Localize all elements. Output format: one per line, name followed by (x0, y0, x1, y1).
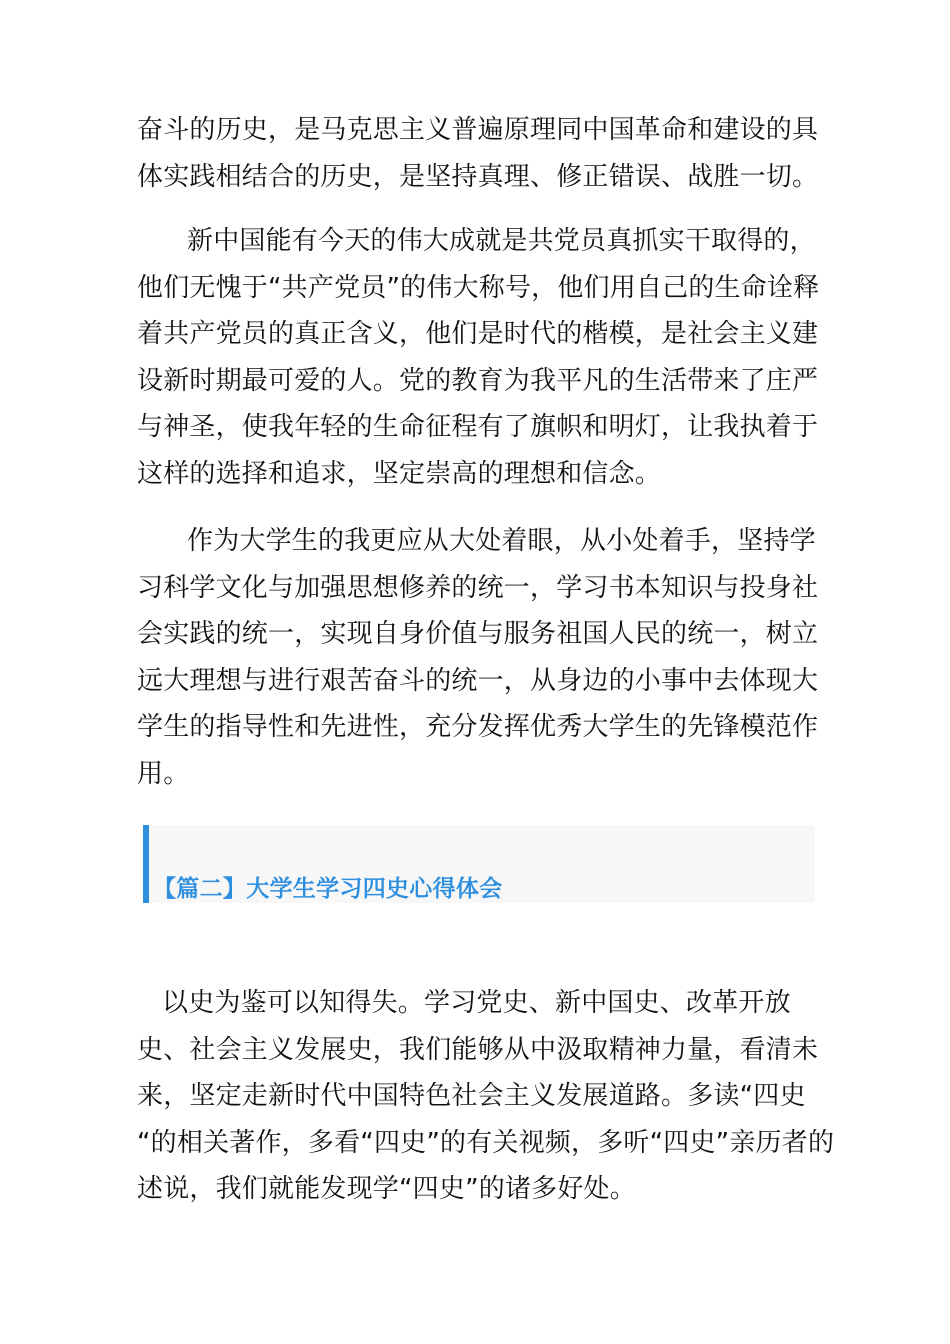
paragraph-history-struggle (137, 107, 819, 200)
section-heading: 【篇二】大学生学习四史心得体会 (153, 876, 503, 902)
text-line: 新中国能有今天的伟大成就是共党员真抓实干取得的， (187, 226, 816, 256)
text-line: 着共产党员的真正含义，他们是时代的楷模，是社会主义建 (137, 319, 819, 349)
paragraph-college-student (137, 518, 819, 797)
text-line: 作为大学生的我更应从大处着眼，从小处着手，坚持学 (187, 526, 816, 556)
text-line: 习科学文化与加强思想修养的统一，学习书本知识与投身社 (137, 572, 819, 603)
text-line: 奋斗的历史，是马克思主义普遍原理同中国革命和建设的具 (137, 115, 819, 145)
text-line: 这样的选择和追求，坚定崇高的理想和信念。 (137, 458, 662, 489)
text-line: 会实践的统一，实现自身价值与服务祖国人民的统一，树立 (137, 619, 819, 649)
text-line: 远大理想与进行艰苦奋斗的统一，从身边的小事中去体现大 (137, 665, 819, 696)
text-line: 用。 (137, 758, 190, 789)
section-heading-block (143, 825, 815, 903)
text-line: 史、社会主义发展史，我们能够从中汲取精神力量，看清未 (137, 1034, 819, 1065)
text-line: 来，坚定走新时代中国特色社会主义发展道路。多读“四史 (137, 1081, 806, 1111)
paragraph-four-histories (137, 980, 835, 1213)
text-line: “的相关著作，多看“四史”的有关视频，多听“四史”亲历者的 (137, 1127, 835, 1158)
text-line: 学生的指导性和先进性，充分发挥优秀大学生的先锋模范作 (137, 712, 819, 742)
text-line: 述说，我们就能发现学“四史”的诸多好处。 (137, 1174, 636, 1204)
text-line: 他们无愧于“共产党员”的伟大称号，他们用自己的生命诠释 (137, 272, 820, 303)
text-line: 与神圣，使我年轻的生命征程有了旗帜和明灯，让我执着于 (137, 412, 819, 442)
text-line: 设新时期最可爱的人。党的教育为我平凡的生活带来了庄严 (137, 365, 819, 396)
paragraph-party-members (137, 218, 820, 497)
text-line: 以史为鉴可以知得失。学习党史、新中国史、改革开放 (162, 988, 791, 1018)
text-line: 体实践相结合的历史，是坚持真理、修正错误、战胜一切。 (137, 161, 819, 192)
